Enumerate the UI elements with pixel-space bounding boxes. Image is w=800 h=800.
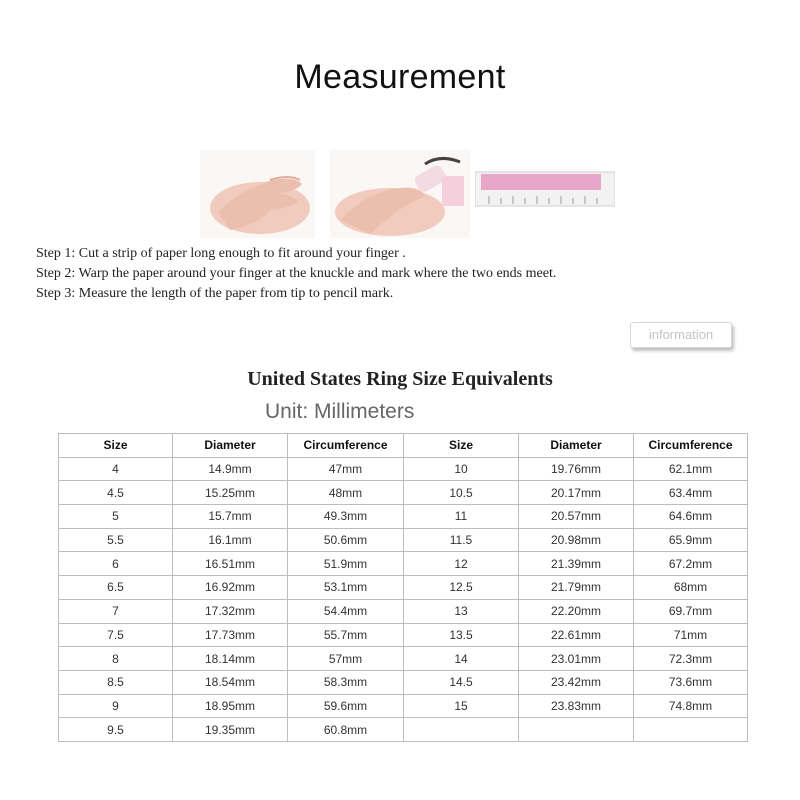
cell-circumference: 68mm: [634, 576, 748, 600]
cell-size: 14: [404, 647, 519, 671]
table-row: [59, 718, 748, 742]
table-row: [59, 599, 748, 623]
cell-diameter: 16.1mm: [173, 528, 288, 552]
cell-size: 9.5: [59, 718, 173, 742]
cell-circumference: 53.1mm: [288, 576, 404, 600]
cell-size: 8.5: [59, 670, 173, 694]
header-circumference: Circumference: [288, 434, 404, 458]
cell-circumference: 48mm: [288, 481, 404, 505]
table-row: [59, 647, 748, 671]
header-circumference: Circumference: [634, 434, 748, 458]
step-3: Step 3: Measure the length of the paper from tip to pencil mark.: [36, 286, 394, 301]
cell-size: 6.5: [59, 576, 173, 600]
header-size: Size: [59, 434, 173, 458]
instructions: [36, 244, 556, 304]
table-row: [59, 670, 748, 694]
cell-size: [404, 718, 519, 742]
cell-circumference: 73.6mm: [634, 670, 748, 694]
cell-size: 5.5: [59, 528, 173, 552]
hand-image: [200, 150, 315, 238]
cell-circumference: 55.7mm: [288, 623, 404, 647]
cell-size: 4.5: [59, 481, 173, 505]
cell-diameter: 21.79mm: [519, 576, 634, 600]
cell-diameter: 20.17mm: [519, 481, 634, 505]
cell-diameter: 20.98mm: [519, 528, 634, 552]
cell-size: 11: [404, 505, 519, 529]
ring-size-table: [58, 433, 748, 742]
cell-size: 14.5: [404, 670, 519, 694]
cell-diameter: 19.76mm: [519, 457, 634, 481]
cell-diameter: 17.32mm: [173, 599, 288, 623]
cell-diameter: 20.57mm: [519, 505, 634, 529]
table-row: [59, 623, 748, 647]
cell-circumference: 49.3mm: [288, 505, 404, 529]
cell-diameter: 15.7mm: [173, 505, 288, 529]
step-1: Step 1: Cut a strip of paper long enough to fit around your finger .: [36, 246, 406, 261]
cell-diameter: 16.51mm: [173, 552, 288, 576]
table-row: [59, 505, 748, 529]
table-row: [59, 457, 748, 481]
cell-size: 12.5: [404, 576, 519, 600]
table-row: [59, 694, 748, 718]
cell-circumference: 69.7mm: [634, 599, 748, 623]
cell-size: 8: [59, 647, 173, 671]
cell-circumference: 62.1mm: [634, 457, 748, 481]
cell-circumference: 65.9mm: [634, 528, 748, 552]
table-header-row: [59, 434, 748, 458]
page-title: Measurement: [294, 58, 506, 96]
cell-diameter: 21.39mm: [519, 552, 634, 576]
cell-circumference: 74.8mm: [634, 694, 748, 718]
cell-circumference: 50.6mm: [288, 528, 404, 552]
cell-size: 15: [404, 694, 519, 718]
cell-size: 13: [404, 599, 519, 623]
cell-diameter: 19.35mm: [173, 718, 288, 742]
information-button[interactable]: information: [630, 322, 732, 348]
cell-diameter: 15.25mm: [173, 481, 288, 505]
cell-circumference: 72.3mm: [634, 647, 748, 671]
cell-circumference: 64.6mm: [634, 505, 748, 529]
cell-circumference: 54.4mm: [288, 599, 404, 623]
cell-diameter: 18.95mm: [173, 694, 288, 718]
header-diameter: Diameter: [519, 434, 634, 458]
cell-diameter: 23.83mm: [519, 694, 634, 718]
table-title: United States Ring Size Equivalents: [247, 368, 553, 390]
cell-size: 7.5: [59, 623, 173, 647]
cell-diameter: 18.54mm: [173, 670, 288, 694]
cell-size: 10.5: [404, 481, 519, 505]
cell-diameter: 22.61mm: [519, 623, 634, 647]
cell-diameter: 14.9mm: [173, 457, 288, 481]
measurement-photos: [195, 150, 615, 240]
cell-diameter: 23.42mm: [519, 670, 634, 694]
ruler-image: [475, 150, 615, 210]
cell-diameter: 22.20mm: [519, 599, 634, 623]
cell-diameter: 16.92mm: [173, 576, 288, 600]
table-row: [59, 528, 748, 552]
cell-circumference: [634, 718, 748, 742]
cell-diameter: 17.73mm: [173, 623, 288, 647]
table-row: [59, 552, 748, 576]
header-size: Size: [404, 434, 519, 458]
cell-circumference: 57mm: [288, 647, 404, 671]
cell-diameter: 23.01mm: [519, 647, 634, 671]
unit-label: Unit: Millimeters: [265, 400, 415, 423]
cell-diameter: [519, 718, 634, 742]
cell-circumference: 47mm: [288, 457, 404, 481]
cell-circumference: 58.3mm: [288, 670, 404, 694]
cell-size: 11.5: [404, 528, 519, 552]
cell-size: 12: [404, 552, 519, 576]
cell-circumference: 51.9mm: [288, 552, 404, 576]
cell-circumference: 63.4mm: [634, 481, 748, 505]
cell-circumference: 67.2mm: [634, 552, 748, 576]
table-row: [59, 576, 748, 600]
cell-size: 5: [59, 505, 173, 529]
table-row: [59, 481, 748, 505]
cell-size: 9: [59, 694, 173, 718]
cell-circumference: 60.8mm: [288, 718, 404, 742]
cell-size: 13.5: [404, 623, 519, 647]
cell-size: 6: [59, 552, 173, 576]
cell-circumference: 59.6mm: [288, 694, 404, 718]
cell-size: 4: [59, 457, 173, 481]
header-diameter: Diameter: [173, 434, 288, 458]
cell-size: 10: [404, 457, 519, 481]
step-2: Step 2: Warp the paper around your finger at the knuckle and mark where the two ends meet.: [36, 266, 557, 281]
cell-diameter: 18.14mm: [173, 647, 288, 671]
cell-circumference: 71mm: [634, 623, 748, 647]
cell-size: 7: [59, 599, 173, 623]
wrapping-finger-image: [330, 150, 470, 238]
